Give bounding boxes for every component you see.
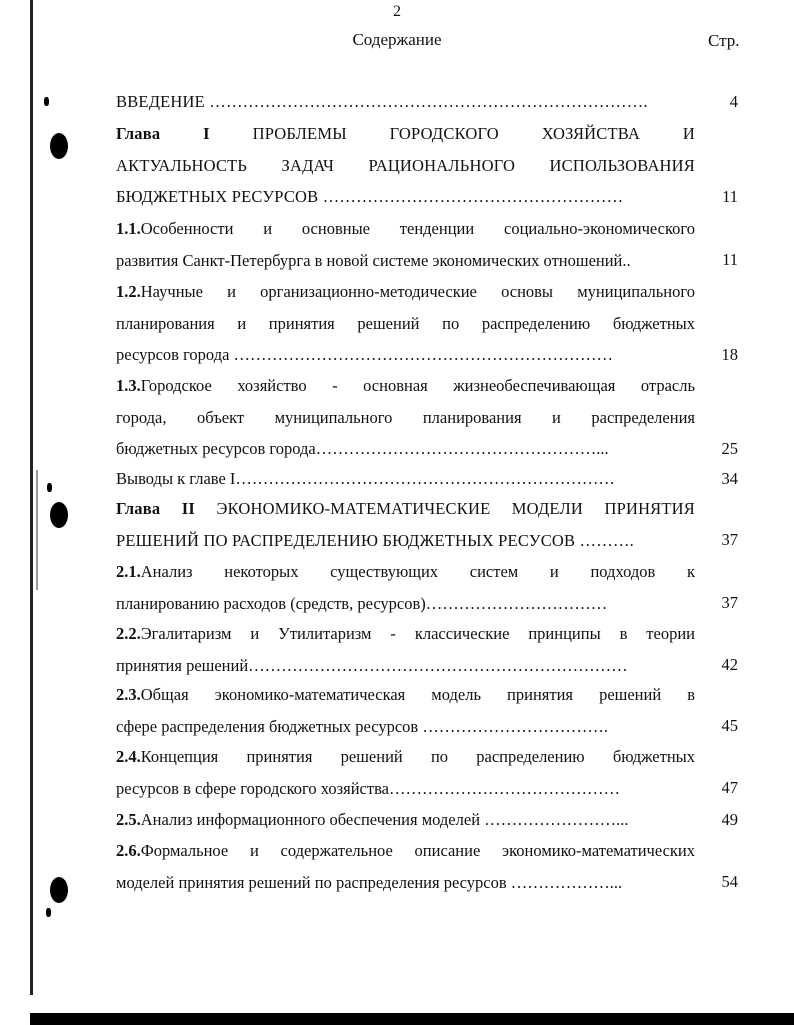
toc-page-number: 37: [721, 530, 738, 549]
toc-entry-text: Анализ некоторых существующих систем и подходов к: [140, 562, 695, 581]
toc-entry-2-5: [116, 804, 695, 836]
toc-entry-1-2: [116, 276, 695, 371]
toc-entry-2-3: [116, 679, 695, 742]
scan-speck: [44, 97, 49, 106]
section-number: 2.2.: [116, 624, 141, 643]
toc-entry-text: моделей принятия решений по распределения ресурсов ………………...: [116, 872, 623, 892]
toc-entry-text: Эгалитаризм и Утилитаризм - классические принципы в теории: [140, 624, 695, 643]
section-number: 1.1.: [116, 219, 141, 238]
section-number: 2.5.: [116, 810, 141, 829]
toc-entry-text: Анализ информационного обеспечения моделей ……………………...: [140, 810, 629, 829]
toc-entry-2-2: [116, 618, 695, 681]
toc-entry-text: БЮДЖЕТНЫХ РЕСУРСОВ ………………………………………………: [116, 187, 624, 206]
page-number: 2: [393, 3, 401, 20]
toc-entry-text: ресурсов в сфере городского хозяйства……………………………………: [116, 778, 620, 798]
scan-bottom-edge: [30, 1013, 794, 1025]
toc-entry-line: [116, 618, 695, 650]
toc-entry-line: [116, 804, 695, 836]
toc-entry-2-4: [116, 741, 695, 804]
section-number: 1.3.: [116, 376, 141, 395]
toc-entry-text: планированию расходов (средств, ресурсов)……………………………: [116, 593, 608, 613]
toc-page-number: 11: [722, 250, 738, 269]
toc-entry-chapter-2: [116, 493, 695, 556]
toc-entry-text: сфере распределения бюджетных ресурсов …………………………….: [116, 716, 608, 736]
toc-page-number: 18: [721, 345, 738, 364]
toc-page-number: 47: [721, 778, 738, 797]
toc-entry-text: принятия решений……………………………………………………………: [116, 655, 628, 675]
toc-entry-line: [116, 213, 695, 245]
binder-hole: [50, 877, 68, 903]
toc-entry-text: АКТУАЛЬНОСТЬ ЗАДАЧ РАЦИОНАЛЬНОГО ИСПОЛЬЗОВАНИЯ: [116, 155, 695, 175]
toc-entry-line: [116, 679, 695, 711]
toc-entry-line: [116, 835, 695, 867]
scan-left-edge-mark: [36, 470, 38, 590]
toc-entry-line: [116, 741, 695, 773]
toc-page-number: 42: [721, 655, 738, 674]
chapter-label: Глава I: [116, 124, 210, 143]
toc-entry-text: планирования и принятия решений по распределению бюджетных: [116, 313, 695, 333]
toc-entry-text: Научные и организационно-методические основы муниципального: [140, 282, 695, 301]
toc-entry-1-3: [116, 370, 695, 465]
toc-page-number: 25: [721, 439, 738, 458]
toc-entry-2-1: [116, 556, 695, 619]
toc-page-number: 49: [721, 810, 738, 829]
section-number: 2.4.: [116, 747, 141, 766]
toc-entry-line: [116, 370, 695, 402]
toc-entry-text: ЭКОНОМИКО-МАТЕМАТИЧЕСКИЕ МОДЕЛИ ПРИНЯТИЯ: [216, 499, 695, 518]
toc-entry-text: города, объект муниципального планирования и распределения: [116, 407, 695, 427]
chapter-label: Глава II: [116, 499, 196, 518]
toc-entry-line: [116, 493, 695, 525]
toc-page-number: 54: [721, 872, 738, 891]
toc-page-number: 11: [722, 187, 738, 206]
binder-hole: [50, 502, 68, 528]
section-number: 2.1.: [116, 562, 141, 581]
toc-entry-text: Выводы к главе I……………………………………………………………: [116, 469, 615, 488]
toc-page-number: 4: [729, 92, 738, 111]
page-title: Содержание: [352, 30, 442, 49]
toc-entry-chapter-1: [116, 118, 695, 213]
toc-entry-text: бюджетных ресурсов города……………………………………………...: [116, 439, 609, 458]
scan-speck: [46, 908, 51, 917]
toc-entry-2-6: [116, 835, 695, 898]
toc-entry-line: [116, 118, 695, 150]
toc-page-number: 45: [721, 716, 738, 735]
toc-entry-text: ВВЕДЕНИЕ …………………………………………………………………….: [116, 92, 648, 111]
toc-entry-text: Особенности и основные тенденции социально-экономического: [140, 219, 695, 238]
scan-speck: [47, 483, 52, 492]
toc-entry-text: РЕШЕНИЙ ПО РАСПРЕДЕЛЕНИЮ БЮДЖЕТНЫХ РЕСУСОВ ……….: [116, 530, 634, 550]
scan-left-edge: [30, 0, 33, 995]
toc-entry-line: [116, 556, 695, 588]
section-number: 2.6.: [116, 841, 141, 860]
toc-entry-text: ПРОБЛЕМЫ ГОРОДСКОГО ХОЗЯЙСТВА И: [252, 124, 695, 143]
section-number: 2.3.: [116, 685, 141, 704]
toc-entry-text: Общая экономико-математическая модель принятия решений в: [140, 685, 695, 704]
toc-entry-1-1: [116, 213, 695, 276]
toc-entry-text: Формальное и содержательное описание экономико-математических: [140, 841, 695, 860]
toc-entry-text: Концепция принятия решений по распределению бюджетных: [140, 747, 695, 766]
toc-entry-text: развития Санкт-Петербурга в новой системе экономических отношений..: [116, 250, 631, 270]
toc-entry-introduction: [116, 86, 695, 118]
toc-page-number: 34: [721, 469, 738, 488]
toc-page-number: 37: [721, 593, 738, 612]
toc-entry-line: [116, 276, 695, 308]
page-column-label: Стр.: [708, 31, 740, 50]
toc-entry-conclusions: [116, 463, 695, 495]
toc-entry-text: Городское хозяйство - основная жизнеобеспечивающая отрасль: [140, 376, 695, 395]
binder-hole: [50, 133, 68, 159]
toc-entry-text: ресурсов города ……………………………………………………………: [116, 345, 614, 364]
section-number: 1.2.: [116, 282, 141, 301]
